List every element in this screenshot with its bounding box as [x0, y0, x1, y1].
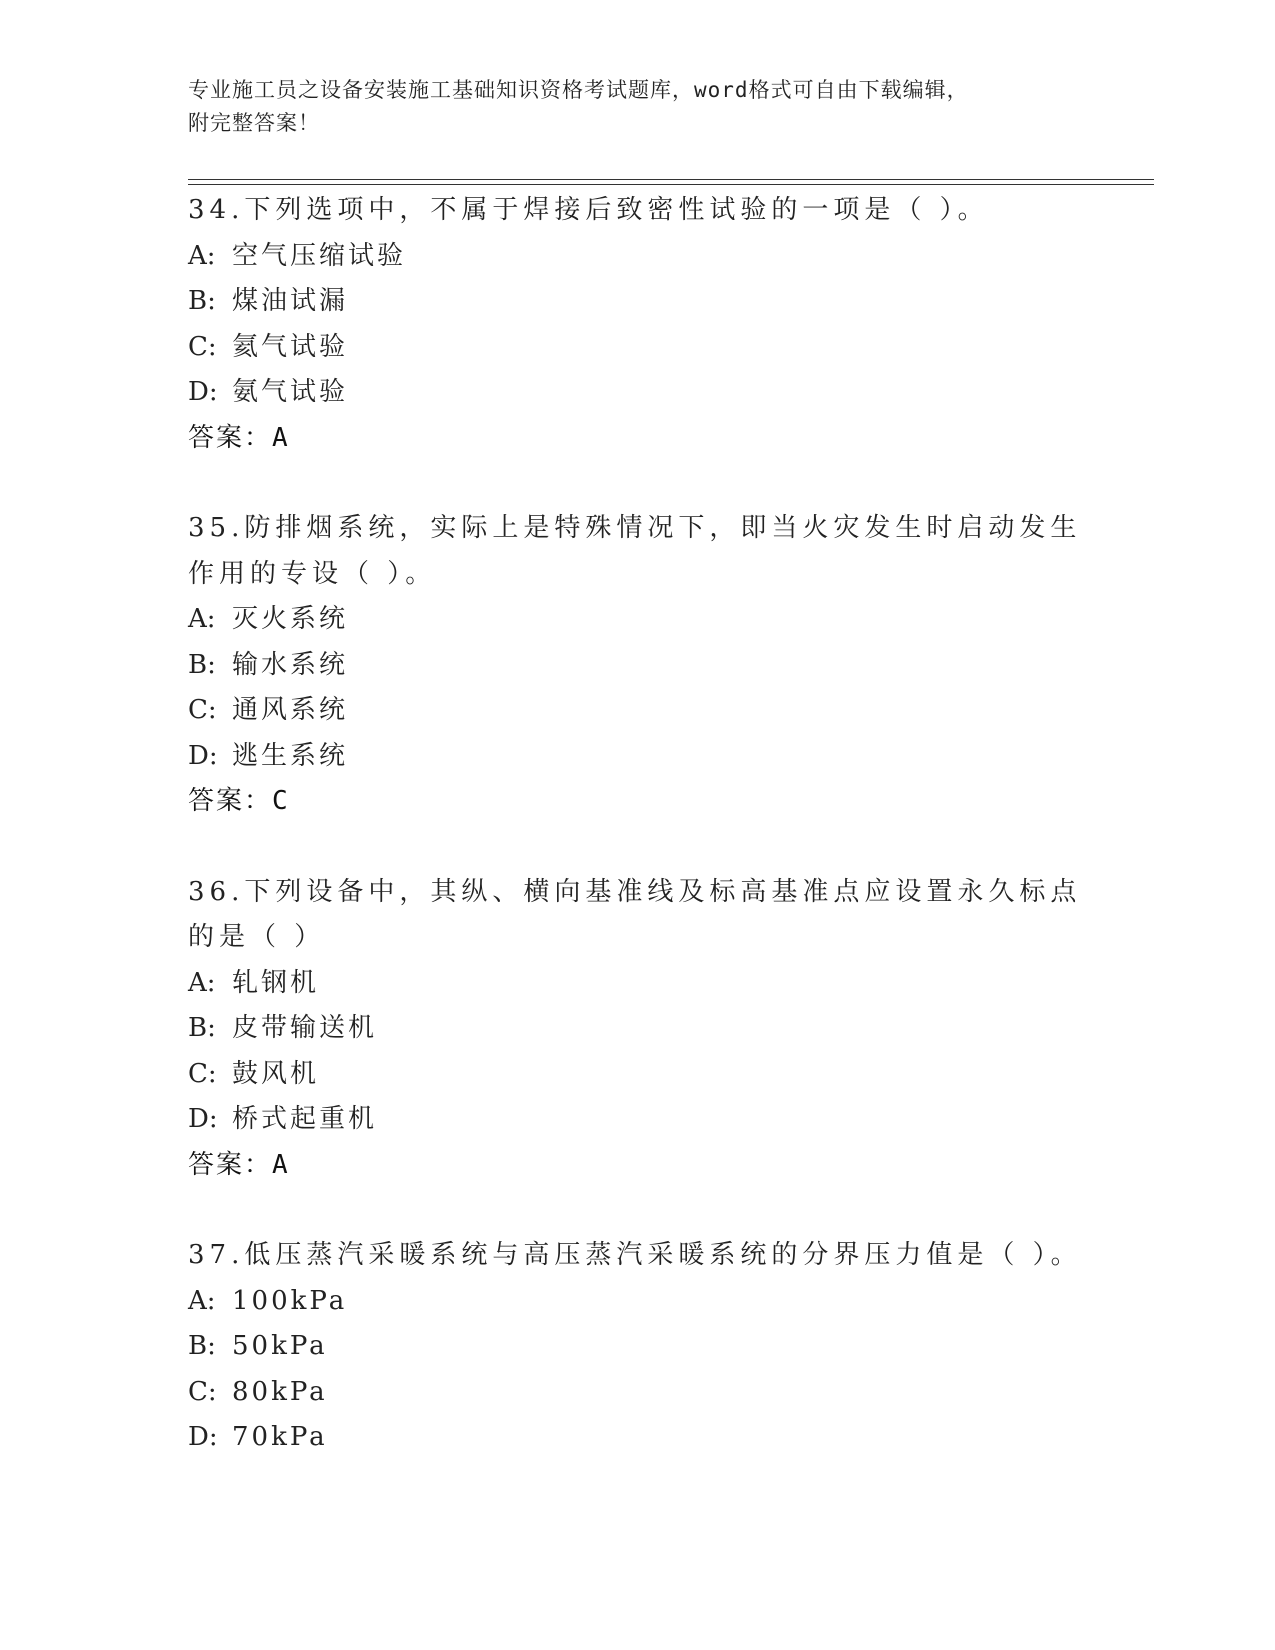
- header-divider-bottom: [188, 184, 1154, 185]
- option-letter: D:: [188, 1104, 218, 1134]
- option-text: 逃生系统: [232, 740, 349, 771]
- question-34: [188, 188, 1088, 461]
- option-text: 桥式起重机: [232, 1104, 378, 1134]
- option-letter: B:: [188, 1013, 216, 1043]
- option-d: [188, 370, 1088, 416]
- option-letter: C:: [188, 1376, 217, 1407]
- option-a: [188, 234, 1088, 280]
- option-letter: C:: [188, 695, 217, 725]
- option-text: 氨气试验: [232, 377, 349, 407]
- question-text: 36.下列设备中，其纵、横向基准线及标高基准点应设置永久标点的是（ ）: [188, 876, 1082, 952]
- option-text: 50kPa: [232, 1331, 328, 1361]
- option-letter: D:: [188, 377, 218, 407]
- option-d: [188, 1415, 1088, 1461]
- question-text: 35.防排烟系统，实际上是特殊情况下，即当火灾发生时启动发生作用的专设（ ）。: [188, 513, 1082, 589]
- option-c: [188, 325, 1088, 371]
- answer-label: 答案：: [188, 1149, 273, 1180]
- answer-value: C: [272, 786, 288, 816]
- option-letter: B:: [188, 1331, 216, 1361]
- answer: [188, 1143, 1088, 1189]
- option-text: 皮带输送机: [232, 1013, 378, 1043]
- option-letter: C:: [188, 331, 217, 362]
- option-letter: A:: [188, 1285, 216, 1316]
- answer-value: A: [272, 422, 288, 453]
- header-line-2: 附完整答案！: [188, 111, 320, 135]
- header-divider-top: [188, 179, 1154, 180]
- option-text: 空气压缩试验: [232, 240, 407, 271]
- option-b: [188, 1006, 1088, 1052]
- option-text: 通风系统: [232, 695, 349, 725]
- answer-label: 答案：: [188, 422, 273, 453]
- option-letter: B:: [188, 649, 216, 680]
- option-text: 输水系统: [232, 649, 349, 680]
- option-d: [188, 734, 1088, 780]
- answer-value: A: [272, 1149, 288, 1180]
- option-letter: A:: [188, 604, 216, 634]
- question-text: 34.下列选项中，不属于焊接后致密性试验的一项是（ ）。: [188, 195, 989, 225]
- option-text: 煤油试漏: [232, 286, 349, 316]
- option-text: 鼓风机: [232, 1058, 320, 1089]
- option-letter: D:: [188, 740, 218, 771]
- option-d: [188, 1097, 1088, 1143]
- question-37: [188, 1233, 1088, 1461]
- question-list: [188, 188, 1088, 1506]
- option-a: [188, 1279, 1088, 1325]
- document-header: [188, 74, 1068, 140]
- option-letter: B:: [188, 286, 216, 316]
- option-a: [188, 961, 1088, 1007]
- option-b: [188, 643, 1088, 689]
- question-35: [188, 506, 1088, 825]
- option-text: 轧钢机: [232, 967, 320, 998]
- option-b: [188, 279, 1088, 325]
- option-a: [188, 597, 1088, 643]
- answer: [188, 416, 1088, 462]
- answer: [188, 779, 1088, 825]
- option-text: 70kPa: [232, 1422, 328, 1452]
- question-36: [188, 870, 1088, 1189]
- option-text: 氦气试验: [232, 331, 349, 362]
- question-text: 37.低压蒸汽采暖系统与高压蒸汽采暖系统的分界压力值是（ ）。: [188, 1240, 1082, 1270]
- option-letter: D:: [188, 1422, 218, 1452]
- option-text: 灭火系统: [232, 604, 349, 634]
- option-text: 80kPa: [232, 1376, 328, 1407]
- option-letter: A:: [188, 967, 216, 998]
- answer-label: 答案：: [188, 786, 273, 816]
- option-letter: C:: [188, 1058, 217, 1089]
- option-c: [188, 1370, 1088, 1416]
- option-letter: A:: [188, 240, 216, 271]
- header-line-1: 专业施工员之设备安装施工基础知识资格考试题库，word格式可自由下载编辑，: [188, 78, 969, 102]
- option-b: [188, 1324, 1088, 1370]
- option-text: 100kPa: [232, 1285, 348, 1316]
- option-c: [188, 1052, 1088, 1098]
- option-c: [188, 688, 1088, 734]
